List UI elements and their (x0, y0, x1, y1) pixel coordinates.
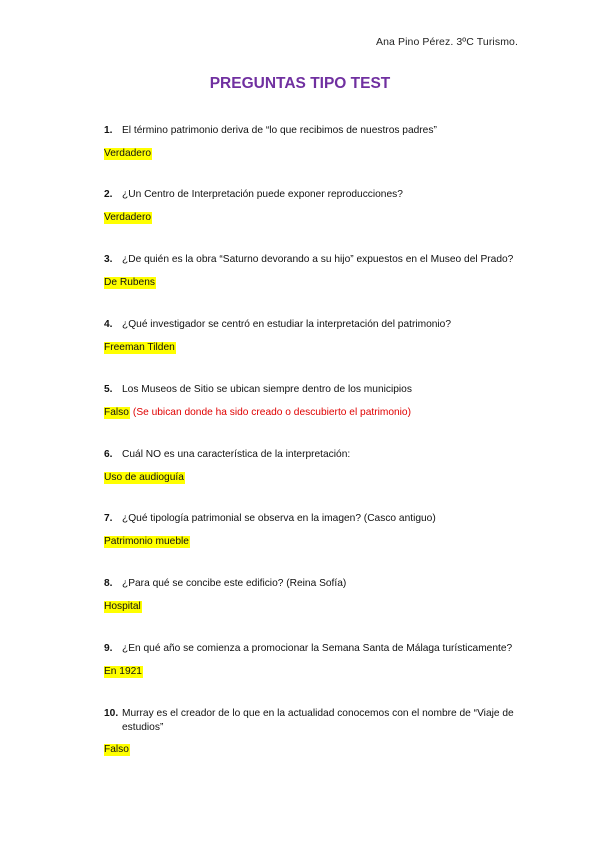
question-number: 1. (104, 125, 113, 136)
question-number: 6. (104, 449, 113, 460)
answer-highlight: Uso de audioguía (104, 472, 184, 483)
question-number: 4. (104, 319, 113, 330)
question-text: Murray es el creador de lo que en la actualidad conocemos con el nombre de “Viaje de estudios” (122, 708, 514, 733)
question-text: Cuál NO es una característica de la interpretación: (122, 449, 351, 460)
question-item (104, 318, 544, 355)
question-number: 5. (104, 384, 113, 395)
answer-highlight: Verdadero (104, 212, 152, 223)
question-item (104, 383, 544, 420)
question-text: Los Museos de Sitio se ubican siempre dentro de los municipios (122, 384, 412, 395)
answer-highlight: Patrimonio mueble (104, 536, 189, 547)
question-item (104, 188, 544, 225)
question-number: 7. (104, 513, 113, 524)
answer-highlight: Freeman Tilden (104, 342, 175, 353)
question-text: ¿Qué investigador se centró en estudiar la interpretación del patrimonio? (122, 319, 452, 330)
answer-highlight: Verdadero (104, 148, 152, 159)
question-item (104, 642, 544, 679)
question-number: 10. (104, 708, 119, 719)
answer-highlight: Falso (104, 407, 129, 418)
question-number: 3. (104, 254, 113, 265)
question-text: ¿De quién es la obra “Saturno devorando a su hijo” expuestos en el Museo del Prado? (122, 254, 514, 265)
question-text: ¿Un Centro de Interpretación puede exponer reproducciones? (122, 189, 403, 200)
answer-note: (Se ubican donde ha sido creado o descubierto el patrimonio) (132, 407, 411, 418)
question-item (104, 448, 544, 485)
question-number: 8. (104, 578, 113, 589)
question-item (104, 707, 544, 757)
question-item (104, 124, 544, 161)
answer-highlight: Hospital (104, 601, 141, 612)
page-title: PREGUNTAS TIPO TEST (209, 75, 391, 92)
question-item (104, 577, 544, 614)
question-item (104, 512, 544, 549)
answer-highlight: De Rubens (104, 277, 155, 288)
question-number: 2. (104, 189, 113, 200)
author-header: Ana Pino Pérez. 3ºC Turismo. (375, 36, 518, 48)
question-text: ¿Para qué se concibe este edificio? (Reina Sofía) (122, 578, 347, 589)
question-text: ¿Qué tipología patrimonial se observa en la imagen? (Casco antiguo) (122, 513, 436, 524)
question-number: 9. (104, 643, 113, 654)
question-text: El término patrimonio deriva de “lo que recibimos de nuestros padres” (122, 125, 437, 136)
answer-highlight: Falso (104, 744, 129, 755)
question-item (104, 253, 544, 290)
answer-highlight: En 1921 (104, 666, 142, 677)
question-text: ¿En qué año se comienza a promocionar la Semana Santa de Málaga turísticamente? (122, 643, 513, 654)
